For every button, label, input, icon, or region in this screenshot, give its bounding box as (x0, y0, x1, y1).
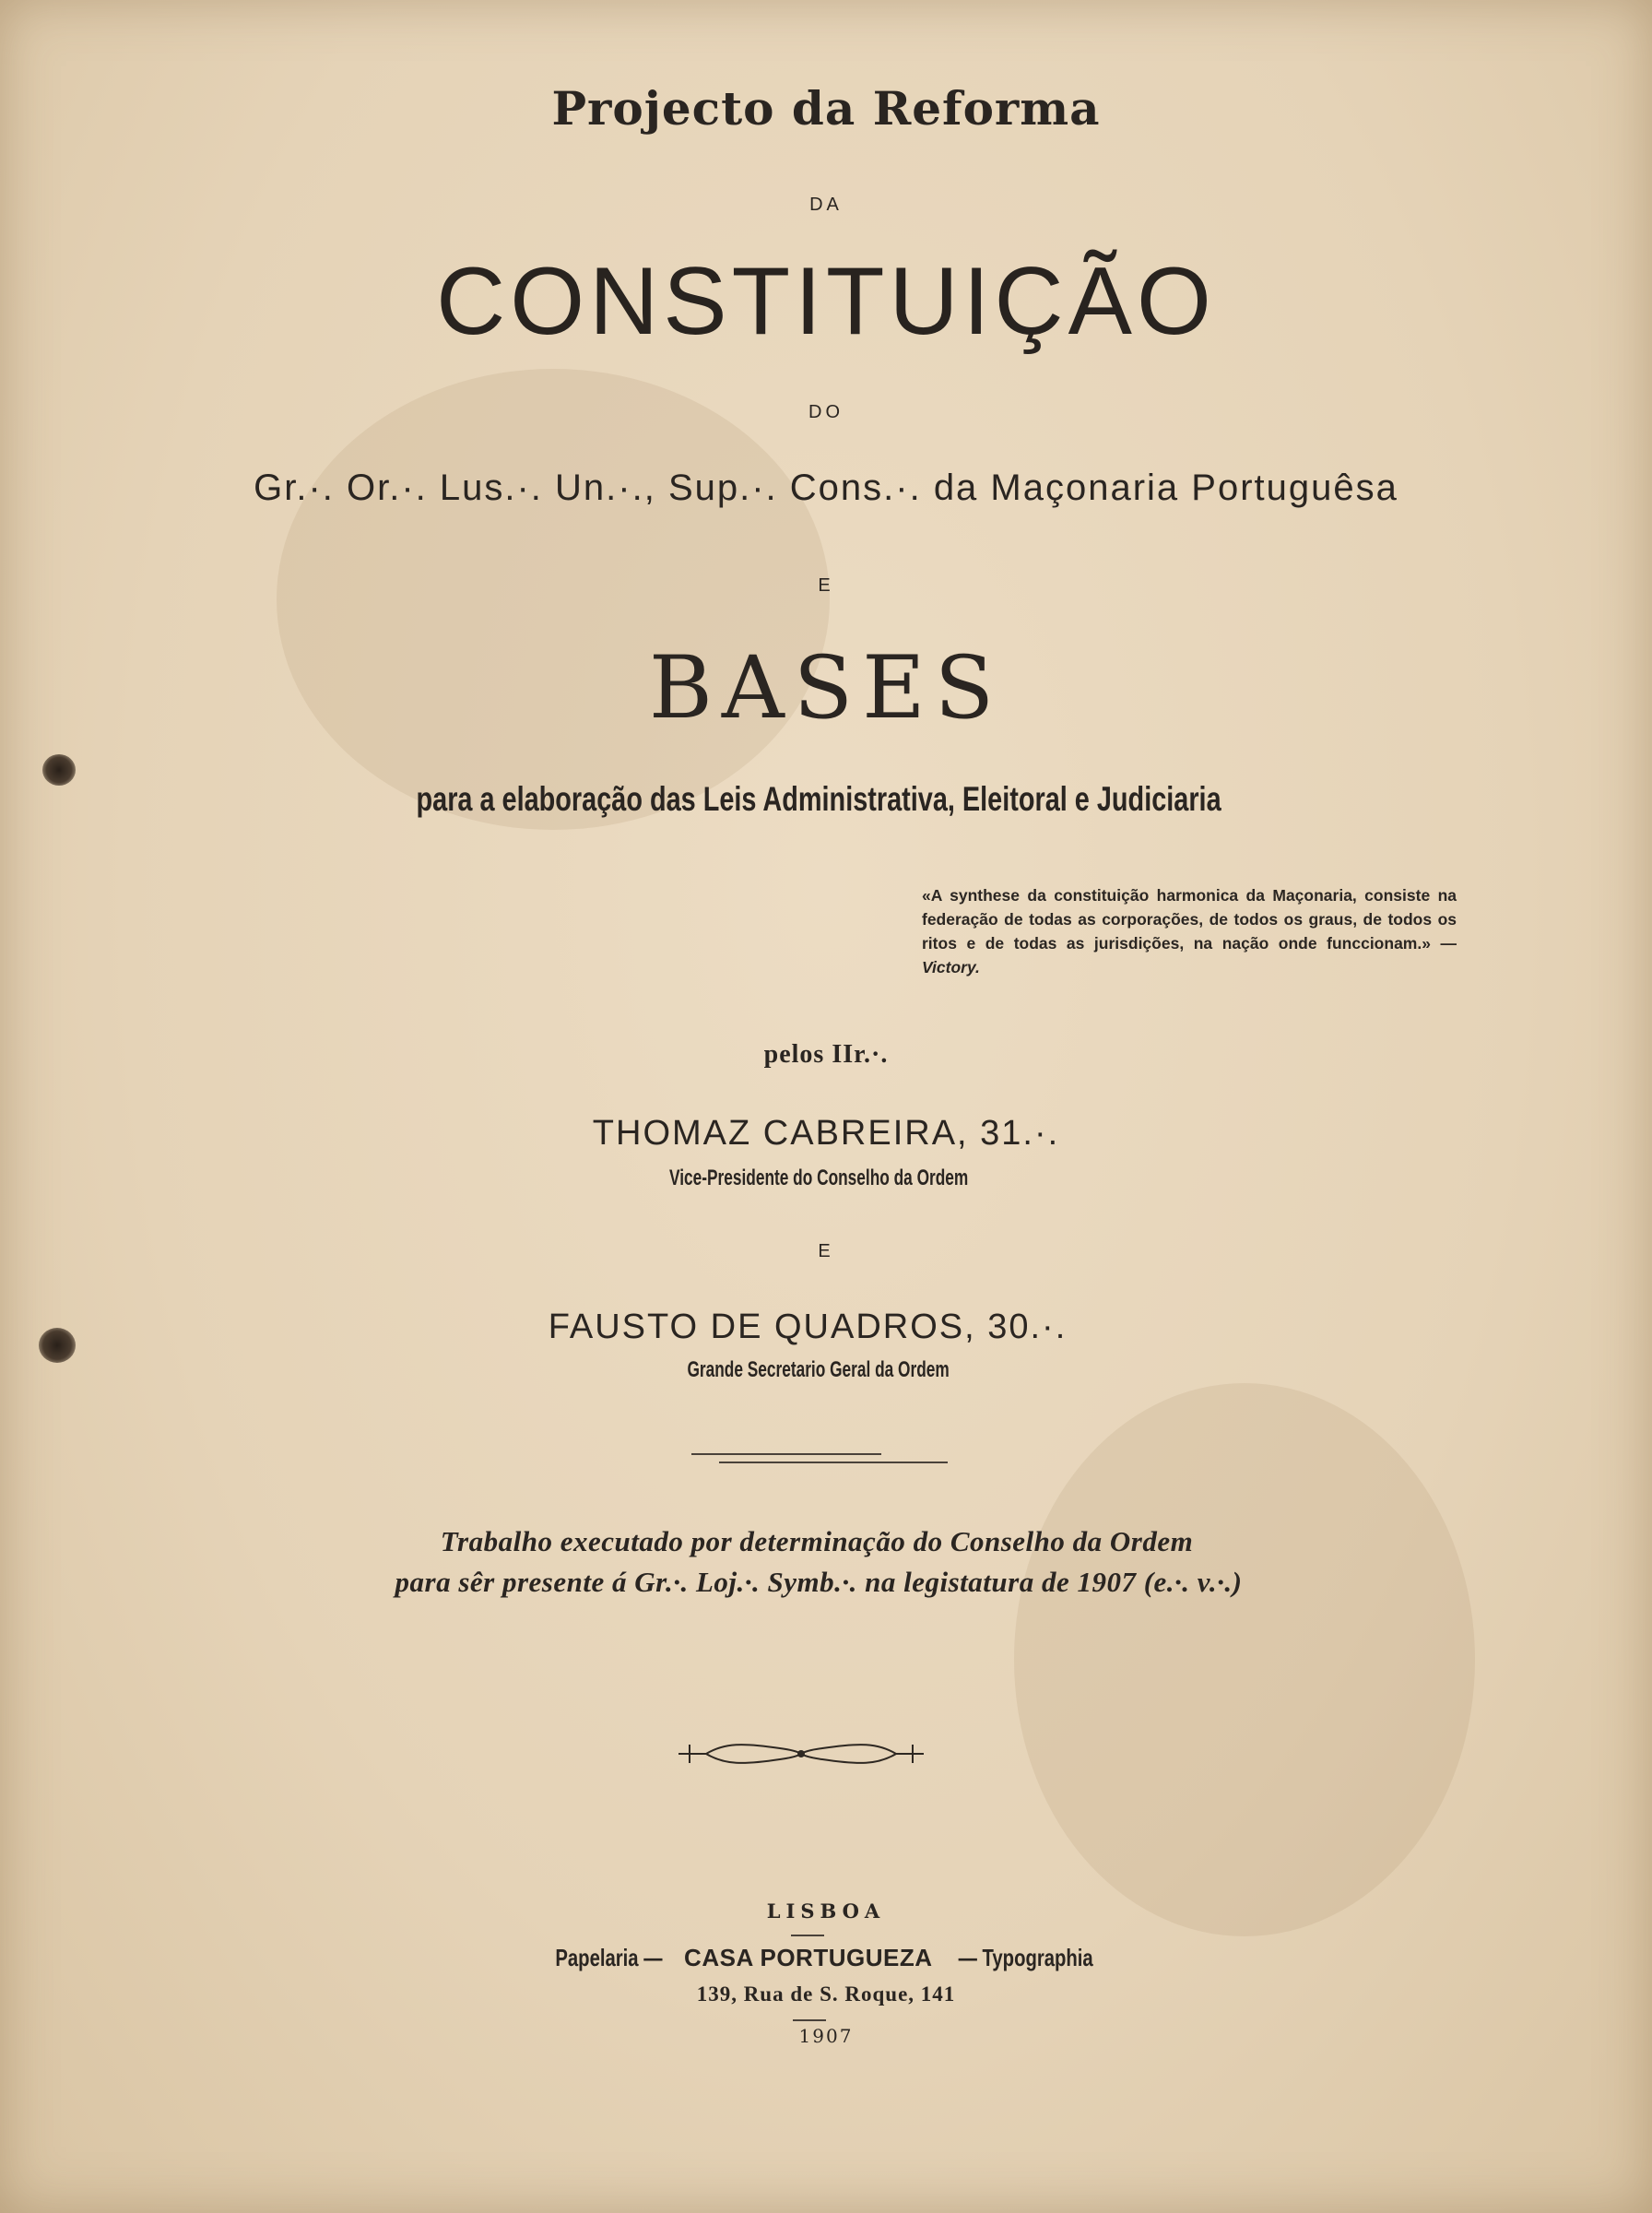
connector-do: DO (808, 402, 844, 422)
note-line-1: Trabalho executado por determinação do Conselho da Ordem (440, 1525, 1194, 1557)
divider-rule (719, 1462, 948, 1463)
epigraph (922, 883, 1457, 979)
imprint-publisher-line (0, 1944, 1652, 1972)
pelos-line: pelos IIr.·. (763, 1040, 889, 1069)
institution-line: Gr.·. Or.·. Lus.·. Un.·., Sup.·. Cons.·. da Maçonaria Portuguêsa (254, 467, 1398, 508)
imprint-rule (793, 2019, 826, 2021)
imprint-typographia: — Typographia (958, 1944, 1093, 1971)
heading-bases: BASES (648, 638, 1004, 739)
author-name-1: THOMAZ CABREIRA, 31.·. (592, 1114, 1060, 1153)
ornament-icon (669, 1734, 933, 1774)
imprint-rule (791, 1935, 824, 1936)
epigraph-text: «A synthese da constituição harmonica da Maçonaria, consiste na federação de todas as corporações, de todos os graus, de todos os ritos e de todas as jurisdições, na nação onde funccionam.» — (922, 886, 1457, 953)
author-role-2: Grande Secretario Geral da Ordem (687, 1357, 950, 1382)
author-role-1: Vice-Presidente do Conselho da Ordem (669, 1166, 969, 1190)
note-line-2: para sêr presente á Gr.·. Loj.·. Symb.·. na legistatura de 1907 (e.·. v.·.) (395, 1566, 1243, 1598)
punch-hole (42, 754, 76, 786)
paper-stain (277, 369, 830, 830)
divider-rule (691, 1453, 881, 1455)
connector-e: E (818, 575, 834, 596)
author-name-2: FAUSTO DE QUADROS, 30.·. (548, 1308, 1068, 1346)
imprint-address: 139, Rua de S. Roque, 141 (696, 1982, 956, 2006)
heading-constituicao: CONSTITUIÇÃO (436, 248, 1216, 355)
imprint-papelaria: Papelaria — (555, 1944, 663, 1971)
connector-da: DA (809, 195, 843, 215)
imprint-publisher: CASA PORTUGUEZA (684, 1944, 933, 1971)
subtitle: para a elaboração das Leis Administrativa, Eleitoral e Judiciaria (416, 780, 1221, 818)
connector-e-2: E (818, 1241, 834, 1261)
imprint-year: 1907 (798, 2025, 854, 2047)
epigraph-author: Victory. (922, 958, 980, 976)
paper-stain (1014, 1383, 1475, 1936)
imprint-city: LISBOA (766, 1899, 886, 1923)
title: Projecto da Reforma (551, 81, 1101, 136)
